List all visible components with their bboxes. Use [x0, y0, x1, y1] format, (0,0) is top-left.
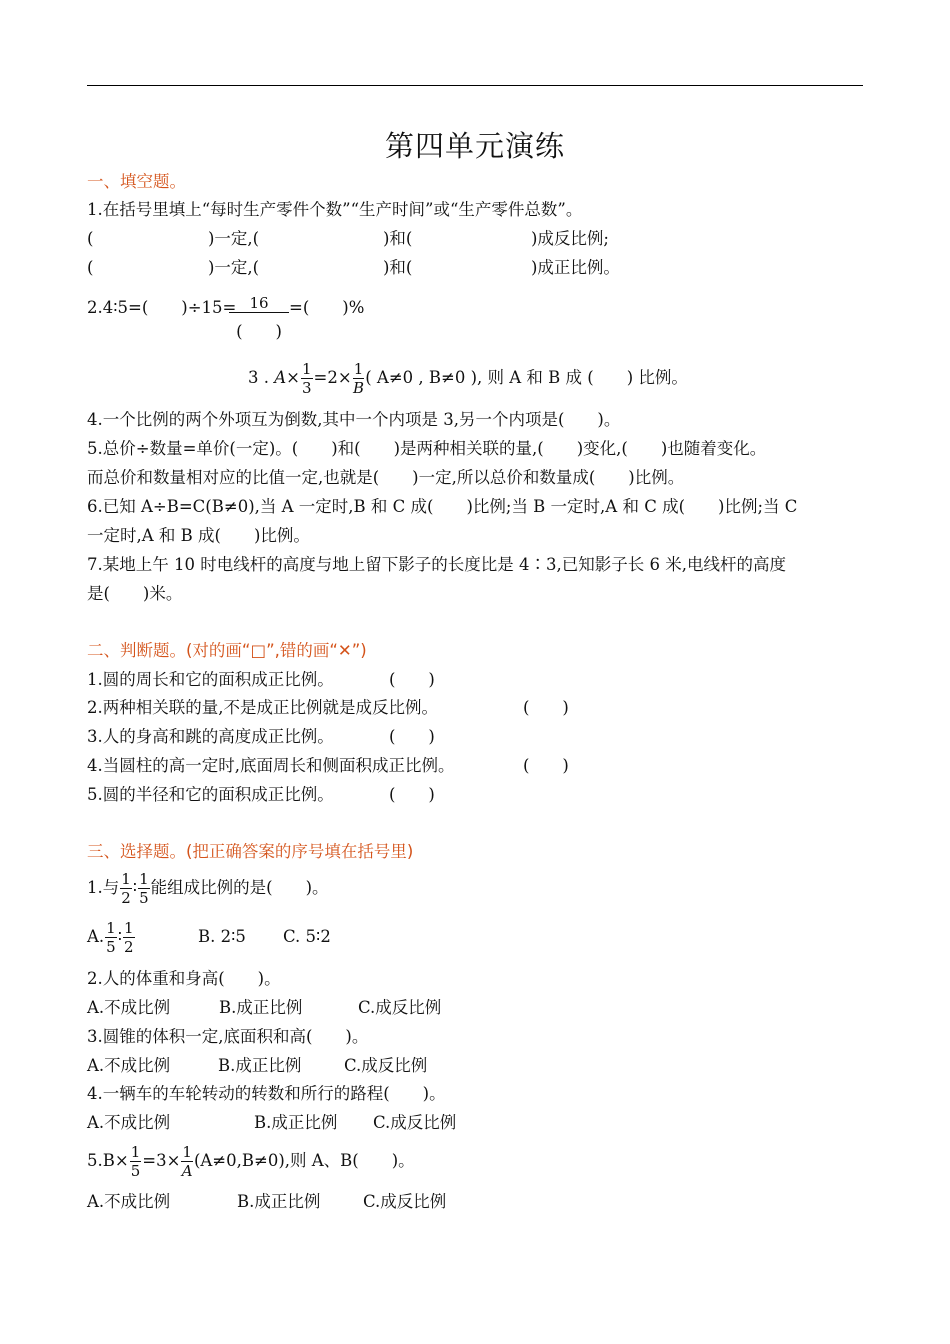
- question-6-line-2: 一定时,A 和 B 成( )比例。: [87, 526, 310, 545]
- choice-question-3: 3.圆锥的体积一定,底面积和高( )。: [87, 1027, 369, 1046]
- option-b: B. 2∶5: [198, 927, 246, 946]
- question-1: 1.在括号里填上“每时生产零件个数”“生产时间”或“生产零件总数”。: [87, 200, 583, 219]
- page-title: 第四单元演练: [384, 129, 565, 163]
- section-heading-fill: 一、填空题。: [87, 172, 186, 191]
- question-6-line-1: 6.已知 A÷B=C(B≠0),当 A 一定时,B 和 C 成( )比例;当 B 一定时,A 和 C 成( )比例;当 C: [87, 497, 798, 516]
- question-5-line-2: 而总价和数量相对应的比值一定,也就是( )一定,所以总价和数量成( )比例。: [87, 468, 685, 487]
- fraction-one-over-b: $\frac{1}{B}$: [352, 359, 364, 397]
- top-rule: [87, 85, 863, 86]
- question-3: 3 . A× $\frac{1}{3}$ =2× $\frac{1}{B}$ ( A≠0 , B≠0 ), 则 A 和 B 成 ( ) 比例。: [248, 359, 688, 397]
- option-c: C. 5∶2: [283, 927, 331, 946]
- question-5-line-1: 5.总价÷数量=单价(一定)。( )和( )是两种相关联的量,( )变化,( )也随着变化。: [87, 439, 767, 458]
- choice-question-2: 2.人的体重和身高( )。: [87, 969, 281, 988]
- section-heading-choice: 三、选择题。(把正确答案的序号填在括号里): [87, 842, 414, 861]
- section-heading-judge: 二、判断题。(对的画“□”,错的画“✕”): [87, 641, 367, 660]
- choice-question-1: 1.与 $\frac{1}{2}$ ∶ $\frac{1}{5}$ 能组成比例的是( )。: [87, 869, 329, 907]
- question-4: 4.一个比例的两个外项互为倒数,其中一个内项是 3,另一个内项是( )。: [87, 410, 621, 429]
- question-7-line-1: 7.某地上午 10 时电线杆的高度与地上留下影子的长度比是 4∶3,已知影子长 6 米,电线杆的高度: [87, 555, 786, 574]
- choice-question-5: 5.B× $\frac{1}{5}$ =3× $\frac{1}{A}$ (A≠0,B≠0),则 A、B( )。: [87, 1142, 415, 1180]
- question-7-line-2: 是( )米。: [87, 584, 183, 603]
- fraction-one-third: $\frac{1}{3}$: [301, 359, 312, 397]
- choice-question-4: 4.一辆车的车轮转动的转数和所行的路程( )。: [87, 1084, 446, 1103]
